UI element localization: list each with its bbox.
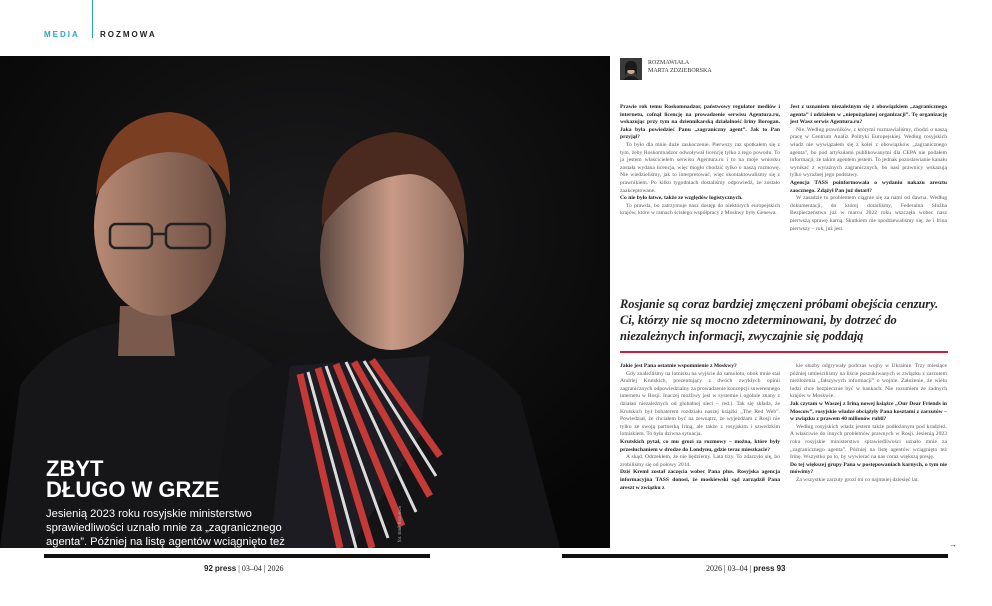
byline-name: MARTA ZDZIEBORSKA <box>648 68 712 74</box>
headline-line-2: DŁUGO W GRZE <box>46 477 220 502</box>
subsection-label: ROZMOWA <box>100 30 157 39</box>
headline-line-1: ZBYT <box>46 456 104 481</box>
continue-arrow-icon: → <box>949 540 957 549</box>
brand-right: press <box>753 564 775 573</box>
interview-answer: kie służby odgrywały podczas wojny w Ukrainie. Trzy miesiące później umieściliśmy na liście poszukiwanych w związku z zarzutem niezłożenia „fałszywych informacji” o wojnie. Założenie, że wielu ludzi chce bezpiecznie być w bankach. Nie rozumiem że żadnych krajów w Moskwie. <box>790 363 947 400</box>
article-headline <box>46 458 220 500</box>
section-label: MEDIA <box>44 30 80 39</box>
header-rule <box>92 0 93 38</box>
footer-bar-left <box>44 554 430 558</box>
interview-answer: Za wszystkie zarzuty grozi mi co najmniej dziesięć lat. <box>796 476 919 483</box>
text-column-2 <box>790 104 947 294</box>
page-number-right: 93 <box>776 564 786 573</box>
pull-quote-rule <box>620 351 948 353</box>
interview-question: Jest z uznaniem niezależnym się z obowiązkiem „zagranicznego agenta” i udziałem w „niepożądanej organizacji”. Tę organizację jest Wasz serwis Agentura.ru? <box>790 104 947 126</box>
text-column-4 <box>790 363 947 548</box>
interview-answer: Według rosyjskich władz jestem także podłożonym pod kradzież. A właściwie do innych problemów prawnych w Rosji. Jesienią 2023 roku rosyjskie ministerstwo sprawiedliwości uznało mnie za „zagranicznego agenta”. Później na listę agentów wciągnięto też Irinę. Wszystko po to, by wywierać na nas coraz większą presję. <box>790 423 947 461</box>
interview-answer: To było dla mnie duże zaskoczenie. Pierwszy raz spotkałem się z tym, żeby Roskomnadzor odwoływał licencję tylko z tego powodu. To ja jestem właścicielem serwisu Agentura.ru i to na moje wniosku została wydana licencja, więc mogło chodzić tylko o naszą rozmowę. Nie wiedzieliśmy, jak to interpretować, więc skontaktowaliśmy się z prawnikiem. Po kilku tygodniach dostaliśmy odpowiedź, że zostało zaakceptowane. <box>620 141 780 194</box>
page-number-left: 92 <box>204 564 213 573</box>
interview-question: Co nie było łatwe, także ze względów logistycznych. <box>620 195 743 202</box>
pull-quote: Rosjanie są coraz bardziej zmęczeni próbami obejścia cenzury. Ci, którzy nie są mocno zdeterminowani, by dotrzeć do niezależnych informacji, zwyczajnie się poddają <box>620 297 939 343</box>
issue-left: 03–04 | 2026 <box>241 564 284 573</box>
folio-right: 2026 | 03–04 | press 93 <box>706 564 786 573</box>
interview-question: Dziś Kremł został zaczęcia wobec Pana plus. Rosyjska agencja informacyjna TASS donosi, że moskiewski sąd zarządził Pana areszt w związku z <box>620 469 780 491</box>
author-byline <box>648 59 712 75</box>
author-portrait-icon <box>620 58 642 80</box>
byline-role: ROZMAWIAŁA <box>648 60 690 66</box>
text-column-1 <box>620 104 780 294</box>
author-avatar <box>620 58 642 80</box>
interview-question: Jakie jest Pana ostatnie wspomnienie z Moskwy? <box>620 363 737 369</box>
folio-left: 92 press | 03–04 | 2026 <box>204 564 284 573</box>
interview-question: Krutskich pytał, co mu grozi za rozmowy – można, które były przesłuchaniem w drodze do Londynu, gdzie teraz mieszkacie? <box>620 438 780 453</box>
photo-credit: fot. Emil Bezumov <box>397 505 402 542</box>
text-column-3 <box>620 363 780 548</box>
hero-photo <box>0 56 610 548</box>
interview-answer: Gdy znaleźliśmy na lotnisku na wyjście do samolotu, obok mnie stał Andriej Krutskich, prezentujący z dwóch zwykłych opinii zagranicznych odpowiedzialny za prowadzenie koncepcji suwerennego internetu w Rosji. Inaczej możliwy jest w systemie i ogólnie znany z działań niezależnych od globalnej sieci – red.). Tak się składa, że Krutskich był bohaterem rozdziału naszej książki „The Red Web”. Powiedział, że chciałem być na zewnątrz, że wyjeżdżam z Rosji nie tylko ze swoją partnerką Iriną, ale także z rosyjskim i szwedzkim lotniskiem. To była dziwna sytuacja. <box>620 370 780 438</box>
interview-answer: A skąd. Odrzekłem, że nie będziemy. Lata trzy. To zdarzyło się, bo zrobiliśmy się od połowy 2014. <box>620 454 780 468</box>
issue-right: 2026 | 03–04 <box>706 564 748 573</box>
article-lead: Jesienią 2023 roku rosyjskie ministerstwo sprawiedliwości uznało mnie za „zagranicznego agenta”. Później na listę agentów wciągnięto też <box>46 508 285 548</box>
interview-answer: Nie. Według prawników, z którymi rozmawialiśmy, chodzi o naszą pracę w Centrum Analiz Polityki Europejskiej. Według rosyjskich władz nie wywiązałem się z kolei z obowiązków „zagranicznego agenta”, bo pod artykułami publikowanymi dla CEPA nie podałem informacji, że takim agentem jestem. To jednak pozostawianie kanału wynikać z wyraźnych zagranicznych, bo nasi prawnicy wskazują tylko wyraźnej jego podstawy. <box>790 126 947 179</box>
interview-answer: To prawda, bo zatrzymuje nasz dostęp do niektórych europejskich krajów, które w ramach ścisłego współpracy z Moskwy były Genewa. <box>620 202 780 217</box>
footer-bar-right <box>562 554 948 558</box>
interview-question: Agencja TASS poinformowała o wydaniu nakazu aresztu zaocznego. Zdążył Pan już dotarł? <box>790 179 947 194</box>
interview-question: Jak czytam w Waszej z Iriną nowej książce „Our Dear Friends in Moscow”, rosyjskie władze obciążyły Pana kosztami z zarzutów – w związku z prawem 40 milionów rubli? <box>790 400 947 423</box>
interview-answer: W zasadzie to problemem ciągnie się za nami od dawna. Według dokumentacji, do której dotarliśmy, Federalna Służba Bezpieczeństwa już w marcu 2022 roku wszczęła wobec nasz pierwszą sprawę karną. Skutkiem nie spodziewaliśmy się, że i Irina pierwszy – rok, już jest. <box>790 195 947 232</box>
interview-question: Prawie rok temu Roskomnadzor, państwowy regulator mediów i internetu, cofnął licencję na prowadzenie serwisu Agentura.ru, wskazując przy tym na dziennikarską działalność Iriny Borogan. Jaka była powiedzieć Panu „zagraniczny agent”. Jak to Pan przyjął? <box>620 104 780 141</box>
brand-left: press <box>214 564 237 573</box>
interview-question: Do tej większej grupy Pana w postępowaniach karnych, o tym nie mówimy? <box>790 461 947 476</box>
